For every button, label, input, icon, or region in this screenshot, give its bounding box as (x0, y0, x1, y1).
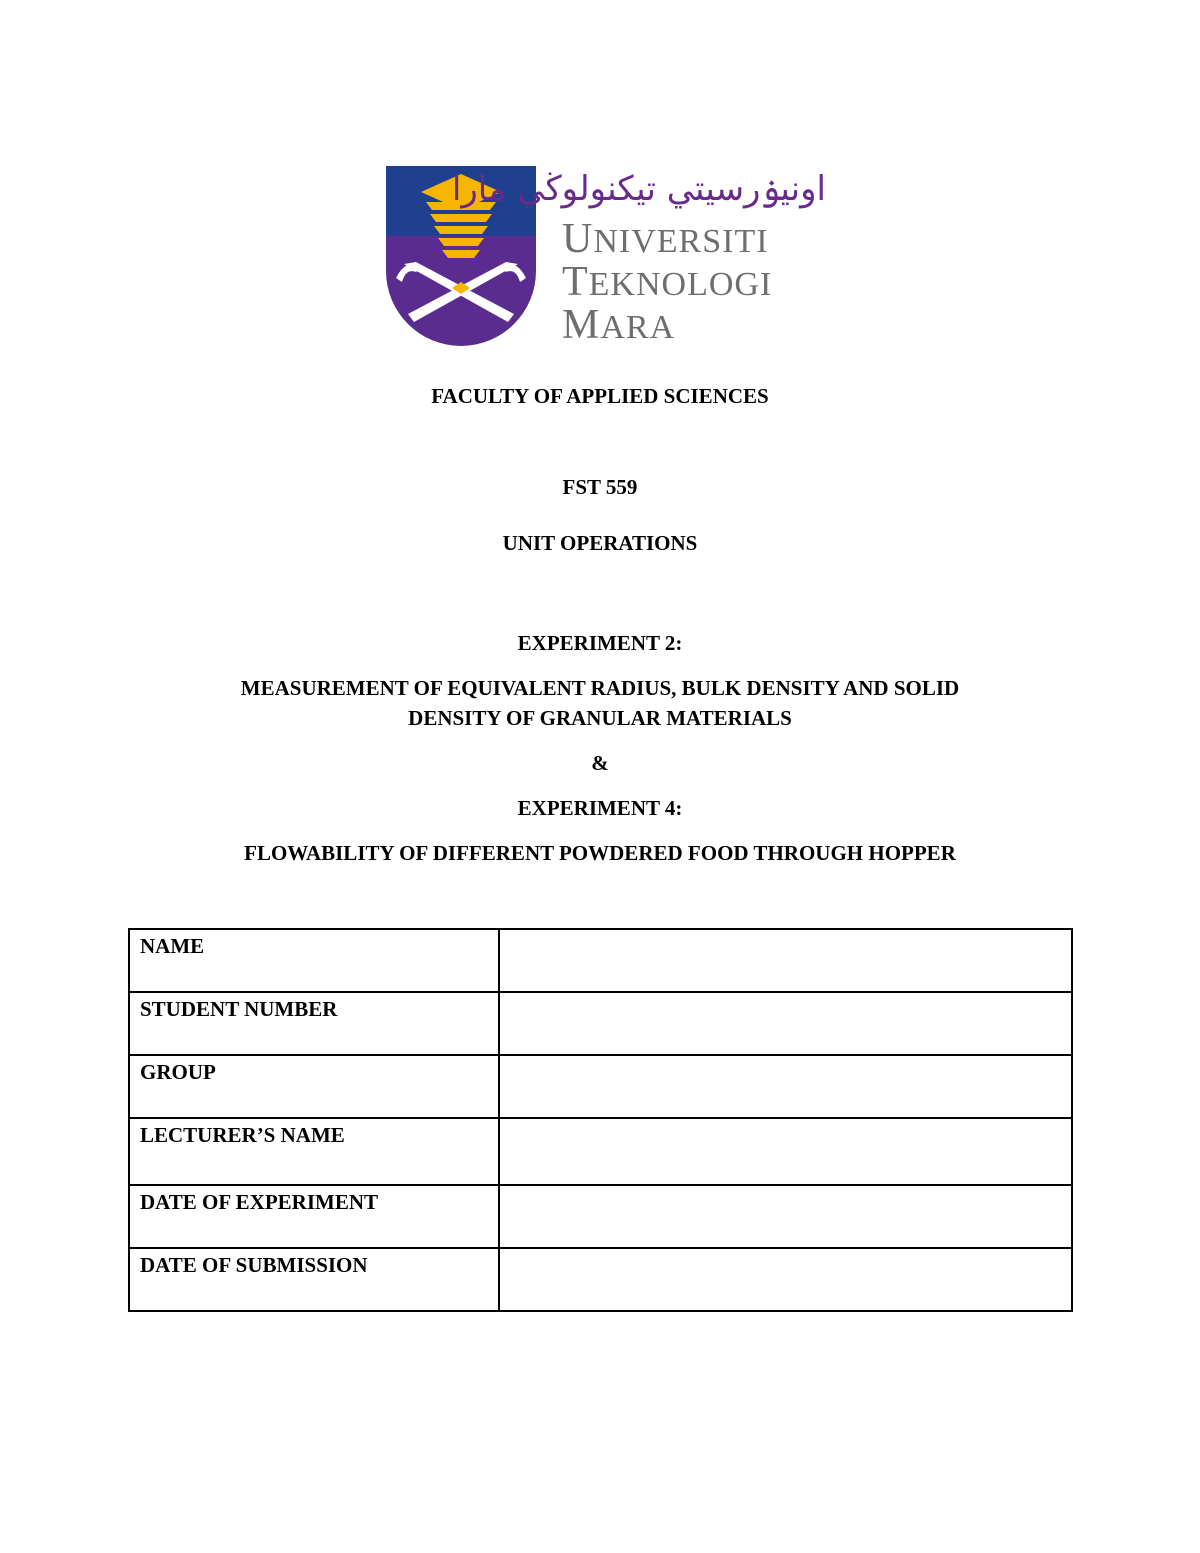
table-row (129, 1185, 1072, 1248)
row-label-lecturer-name: LECTURER’S NAME (129, 1118, 499, 1185)
logo-word-teknologi: TEKNOLOGI (562, 259, 773, 305)
row-label-name: NAME (129, 929, 499, 992)
experiment4-heading: EXPERIMENT 4: (517, 796, 683, 820)
table-row (129, 1248, 1072, 1311)
course-name: UNIT OPERATIONS (502, 531, 698, 555)
table-row (129, 1118, 1072, 1185)
student-info-table (128, 928, 1073, 1312)
uitm-logo (386, 166, 826, 346)
row-label-date-of-experiment: DATE OF EXPERIMENT (129, 1185, 499, 1248)
row-label-date-of-submission: DATE OF SUBMISSION (129, 1248, 499, 1311)
lecturer-name-field[interactable] (499, 1118, 1072, 1185)
experiment2-title-line2: DENSITY OF GRANULAR MATERIALS (408, 706, 792, 730)
experiment4-title: FLOWABILITY OF DIFFERENT POWDERED FOOD THROUGH HOPPER (244, 841, 956, 865)
ampersand: & (591, 751, 609, 775)
date-of-submission-field[interactable] (499, 1248, 1072, 1311)
experiment2-heading: EXPERIMENT 2: (517, 631, 683, 655)
logo-word-mara: MARA (562, 302, 676, 348)
table-row (129, 1055, 1072, 1118)
table-row (129, 992, 1072, 1055)
row-label-student-number: STUDENT NUMBER (129, 992, 499, 1055)
faculty-heading: FACULTY OF APPLIED SCIENCES (431, 384, 769, 408)
table-row (129, 929, 1072, 992)
name-field[interactable] (499, 929, 1072, 992)
row-label-group: GROUP (129, 1055, 499, 1118)
experiment2-title-line1: MEASUREMENT OF EQUIVALENT RADIUS, BULK DENSITY AND SOLID (240, 676, 960, 700)
group-field[interactable] (499, 1055, 1072, 1118)
logo-jawi-text: اونيۏرسيتي تيكنولوڬي مارا (451, 169, 826, 209)
date-of-experiment-field[interactable] (499, 1185, 1072, 1248)
course-code: FST 559 (562, 475, 638, 499)
student-number-field[interactable] (499, 992, 1072, 1055)
logo-word-universiti: UNIVERSITI (562, 216, 769, 262)
